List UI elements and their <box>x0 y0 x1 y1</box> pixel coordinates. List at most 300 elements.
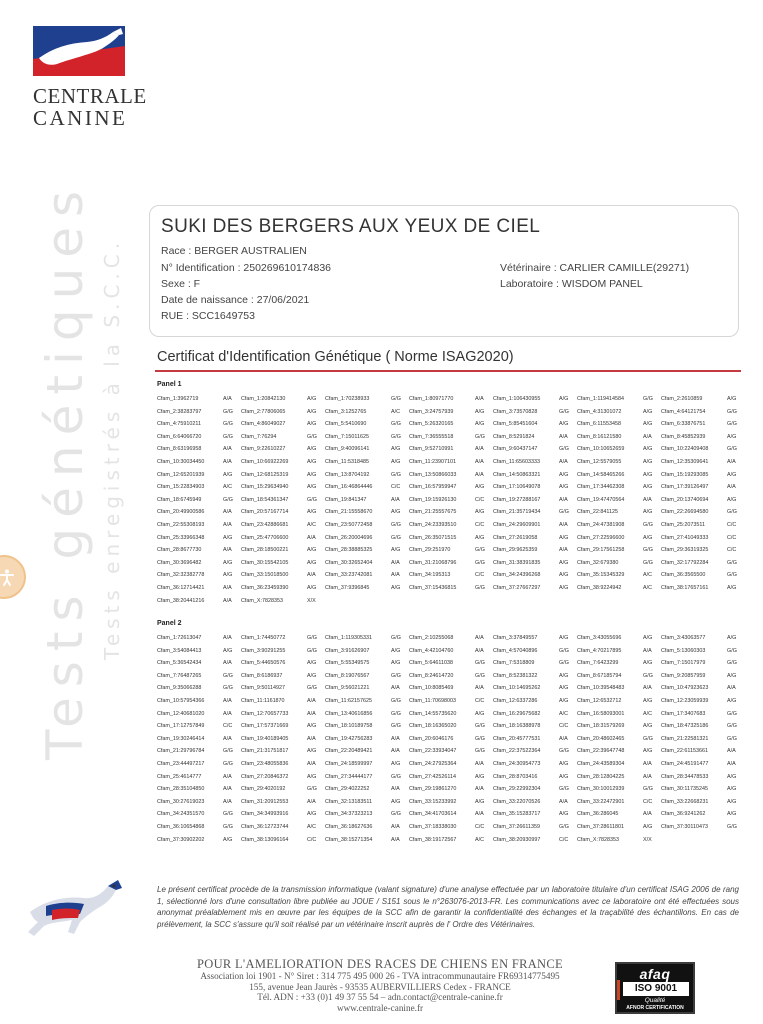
genotype: A/A <box>475 811 484 818</box>
genotype: A/A <box>391 836 400 843</box>
marker-cell <box>493 808 577 821</box>
genotype: A/A <box>475 446 484 453</box>
marker-name: Cfam_8:67185794 <box>577 672 622 679</box>
marker-name: Cfam_19:27288167 <box>493 496 541 503</box>
marker-cell <box>157 834 241 847</box>
marker-name: Cfam_5:55349575 <box>325 660 370 667</box>
marker-name: Cfam_12:23059939 <box>661 697 709 704</box>
genotype: A/G <box>559 697 569 704</box>
marker-name: Cfam_9:52710991 <box>409 446 454 453</box>
genotype: A/G <box>727 496 737 503</box>
marker-name: Cfam_21:22581321 <box>661 735 709 742</box>
genotype: A/G <box>643 534 653 541</box>
dog-name: SUKI DES BERGERS AUX YEUX DE CIEL <box>161 216 541 237</box>
marker-cell <box>409 708 493 721</box>
marker-name: Cfam_12:6337286 <box>493 697 538 704</box>
marker-name: Cfam_10:10652659 <box>577 446 625 453</box>
genotype: A/C <box>307 521 316 528</box>
marker-name: Cfam_2:10255068 <box>409 635 454 641</box>
genotype: C/C <box>727 521 737 528</box>
marker-cell <box>661 582 745 595</box>
marker-cell <box>577 632 661 645</box>
genotype: G/G <box>559 446 569 453</box>
genotype: A/G <box>223 647 233 654</box>
marker-name: Cfam_5:64611038 <box>409 660 453 667</box>
marker-name: Cfam_X:7828353 <box>241 597 283 604</box>
marker-cell <box>577 456 661 469</box>
marker-name: Cfam_1:70238933 <box>325 396 370 402</box>
marker-name: Cfam_16:29675682 <box>493 710 541 717</box>
marker-cell <box>409 532 493 545</box>
genotype: G/G <box>727 710 737 717</box>
marker-name: Cfam_29:9625359 <box>493 547 538 554</box>
marker-cell <box>157 808 241 821</box>
marker-name: Cfam_23:48055836 <box>241 760 289 767</box>
genotype: A/G <box>559 685 569 692</box>
marker-name: Cfam_24:43589304 <box>577 760 625 767</box>
genotype: A/A <box>223 584 232 591</box>
marker-cell <box>241 796 325 809</box>
marker-name: Cfam_24:18599997 <box>325 760 373 767</box>
genotype: G/G <box>727 647 737 654</box>
genotype: A/G <box>643 697 653 704</box>
laboratory: Laboratoire : WISDOM PANEL <box>500 278 643 290</box>
marker-cell <box>577 733 661 746</box>
marker-name: Cfam_10:39548483 <box>577 685 625 692</box>
marker-cell <box>661 569 745 582</box>
marker-cell <box>577 682 661 695</box>
marker-cell <box>409 431 493 444</box>
genotype: A/A <box>559 458 568 465</box>
marker-cell <box>409 519 493 532</box>
marker-cell <box>325 393 409 406</box>
marker-cell <box>409 733 493 746</box>
marker-cell <box>241 821 325 834</box>
marker-name: Cfam_1:119414584 <box>577 396 624 402</box>
genotype: A/G <box>475 798 485 805</box>
marker-name: Cfam_X:7828353 <box>577 836 619 843</box>
marker-name: Cfam_17:57371669 <box>241 723 289 730</box>
genotype: A/G <box>643 635 653 641</box>
dog-birth-date: Date de naissance : 27/06/2021 <box>161 294 310 306</box>
marker-name: Cfam_17:34462308 <box>577 484 625 491</box>
marker-cell <box>493 431 577 444</box>
footer-line1: POUR L'AMELIORATION DES RACES DE CHIENS EN FRANCE <box>197 957 563 971</box>
genotype: A/G <box>727 396 737 402</box>
marker-name: Cfam_38:9224942 <box>577 584 622 591</box>
marker-name: Cfam_17:3407683 <box>661 710 706 717</box>
genotype: A/A <box>307 735 316 742</box>
marker-name: Cfam_12:70657733 <box>241 710 289 717</box>
marker-cell <box>409 657 493 670</box>
marker-cell <box>493 720 577 733</box>
marker-name: Cfam_10:30034450 <box>157 458 205 465</box>
marker-name: Cfam_38:15271354 <box>325 836 373 843</box>
genotype: G/G <box>475 433 485 440</box>
marker-name: Cfam_16:58093001 <box>577 710 625 717</box>
genotype: A/A <box>307 798 316 805</box>
marker-name: Cfam_36:23459390 <box>241 584 289 591</box>
genotype: G/G <box>559 660 569 667</box>
genotype: G/G <box>223 496 233 503</box>
marker-cell <box>157 682 241 695</box>
genotype: A/A <box>391 735 400 742</box>
genotype: C/C <box>475 823 485 830</box>
marker-name: Cfam_27:2619058 <box>493 534 538 541</box>
marker-cell <box>157 569 241 582</box>
genotype: A/G <box>643 660 653 667</box>
marker-cell <box>493 506 577 519</box>
marker-name: Cfam_16:57959947 <box>409 484 457 491</box>
marker-name: Cfam_10:14695262 <box>493 685 541 692</box>
genotype: A/G <box>223 471 233 478</box>
genotype: X/X <box>307 597 316 604</box>
genotype: C/C <box>307 836 317 843</box>
marker-name: Cfam_22:26694580 <box>661 509 709 516</box>
marker-cell <box>325 431 409 444</box>
marker-cell <box>577 544 661 557</box>
marker-name: Cfam_28:18500221 <box>241 547 289 554</box>
marker-cell <box>577 708 661 721</box>
marker-name: Cfam_3:43055696 <box>577 635 622 641</box>
genotype: A/A <box>223 635 232 641</box>
marker-name: Cfam_34:37323213 <box>325 811 373 818</box>
marker-name: Cfam_9:35066288 <box>157 685 202 692</box>
genotype: A/G <box>223 572 233 579</box>
genotype: A/C <box>559 710 568 717</box>
marker-cell <box>493 569 577 582</box>
marker-name <box>409 595 475 608</box>
marker-name: Cfam_9:56021221 <box>325 685 370 692</box>
marker-name: Cfam_20:49900586 <box>157 509 205 516</box>
genotype: A/G <box>727 811 737 818</box>
genotype: G/G <box>223 811 233 818</box>
marker-name: Cfam_17:39126497 <box>661 484 709 491</box>
genotype: A/A <box>223 458 232 465</box>
marker-cell <box>409 469 493 482</box>
marker-cell <box>409 569 493 582</box>
marker-cell <box>325 821 409 834</box>
genotype: A/G <box>643 446 653 453</box>
genotype: G/G <box>391 773 401 780</box>
marker-name: Cfam_9:22610227 <box>241 446 286 453</box>
marker-cell <box>241 733 325 746</box>
marker-cell <box>241 406 325 419</box>
genotype: A/G <box>307 547 317 554</box>
marker-cell <box>409 745 493 758</box>
genotype: G/G <box>391 672 401 679</box>
marker-cell <box>409 720 493 733</box>
marker-cell <box>577 481 661 494</box>
marker-cell <box>493 796 577 809</box>
marker-cell <box>325 481 409 494</box>
marker-name: Cfam_25:47706600 <box>241 534 289 541</box>
genotype: A/G <box>307 509 317 516</box>
genotype: A/A <box>643 773 652 780</box>
genotype: A/A <box>559 521 568 528</box>
marker-name: Cfam_18:16365020 <box>409 723 457 730</box>
genotype: A/A <box>643 647 652 654</box>
genotype: A/A <box>475 786 484 793</box>
marker-name: Cfam_36:3565500 <box>661 572 706 579</box>
marker-cell <box>241 771 325 784</box>
genotype: A/A <box>727 748 736 755</box>
marker-cell <box>661 406 745 419</box>
genotype: G/G <box>391 697 401 704</box>
marker-cell <box>409 406 493 419</box>
marker-name: Cfam_31:20912553 <box>241 798 289 805</box>
genotype: G/G <box>223 433 233 440</box>
genotype: A/A <box>391 572 400 579</box>
genotype: G/G <box>727 446 737 453</box>
marker-name: Cfam_15:29634940 <box>241 484 289 491</box>
marker-name: Cfam_18:31579269 <box>577 723 625 730</box>
marker-name: Cfam_36:9241262 <box>661 811 706 818</box>
genotype: A/G <box>559 396 569 402</box>
genotype: A/C <box>643 710 652 717</box>
marker-cell <box>409 443 493 456</box>
panel1-title: Panel 1 <box>157 381 182 388</box>
genotype: C/C <box>223 723 233 730</box>
marker-cell <box>325 557 409 570</box>
marker-name: Cfam_10:22409408 <box>661 446 709 453</box>
genotype: A/A <box>391 559 400 566</box>
marker-cell <box>661 670 745 683</box>
genotype: A/G <box>307 672 317 679</box>
marker-name: Cfam_27:20846372 <box>241 773 289 780</box>
marker-name: Cfam_30:10012939 <box>577 786 625 793</box>
logo-line1: CENTRALE <box>33 84 147 108</box>
marker-cell <box>325 443 409 456</box>
marker-cell <box>493 670 577 683</box>
marker-cell <box>577 808 661 821</box>
genotype: A/C <box>475 836 484 843</box>
genotype: A/A <box>559 735 568 742</box>
marker-cell <box>241 393 325 406</box>
marker-name: Cfam_9:20857959 <box>661 672 706 679</box>
genotype: G/G <box>643 672 653 679</box>
marker-name: Cfam_31:21068796 <box>409 559 457 566</box>
marker-cell <box>661 682 745 695</box>
marker-name: Cfam_33:22472901 <box>577 798 625 805</box>
marker-cell <box>157 595 241 608</box>
marker-cell <box>241 720 325 733</box>
genotype: A/A <box>559 433 568 440</box>
marker-name: Cfam_21:29796784 <box>157 748 205 755</box>
marker-name: Cfam_6:33876751 <box>661 421 706 428</box>
genotype: A/G <box>307 458 317 465</box>
genotype: G/G <box>475 735 485 742</box>
marker-name: Cfam_7:15011625 <box>325 433 369 440</box>
marker-name: Cfam_24:30954773 <box>493 760 541 767</box>
marker-cell <box>577 431 661 444</box>
marker-name: Cfam_26:20004696 <box>325 534 373 541</box>
marker-cell <box>661 695 745 708</box>
genotype: A/A <box>223 786 232 793</box>
marker-name: Cfam_22:33934047 <box>409 748 457 755</box>
panel2-grid <box>157 632 747 846</box>
marker-cell <box>661 532 745 545</box>
marker-cell <box>325 406 409 419</box>
marker-name: Cfam_8:24614720 <box>409 672 454 679</box>
marker-cell <box>325 720 409 733</box>
marker-cell <box>241 657 325 670</box>
genotype: A/G <box>391 509 401 516</box>
marker-name: Cfam_34:195313 <box>409 572 451 579</box>
marker-cell <box>577 519 661 532</box>
marker-name: Cfam_1:106430955 <box>493 396 541 402</box>
genotype: G/G <box>559 647 569 654</box>
marker-name: Cfam_11:5318485 <box>325 458 369 465</box>
marker-cell <box>661 443 745 456</box>
dog-sex: Sexe : F <box>161 278 201 290</box>
genotype: G/G <box>223 408 233 415</box>
genotype: G/G <box>559 748 569 755</box>
marker-name: Cfam_33:23742081 <box>325 572 373 579</box>
genotype: A/G <box>391 584 401 591</box>
marker-cell <box>577 657 661 670</box>
marker-name: Cfam_38:13096164 <box>241 836 289 843</box>
legal-notice: Le présent certificat procède de la transmission informatique (valant signature) d'une analyse effectuée par un laboratoire titulaire d'un certificat ISAG 2006 de rang 1, sélectionné lors d'une consultation libre publiée au JOUE / S151 sous le n°263076-2013-FR. Les communications avec ce laboratoire ont été effectuées sous anonymat préalablement mis en œuvre par les équipes de la SCC afin de garantir la confidentialité des échanges et la traçabilité des échantillons. En cas de prélèvement, la SCC s'assure qu'il soit réalisé par un vétérinaire inscrit auprès de l' Ordre des Vétérinaires. <box>157 885 739 929</box>
marker-name: Cfam_4:75910211 <box>157 421 201 428</box>
marker-name: Cfam_1:80971770 <box>409 396 454 402</box>
genotype: A/A <box>223 396 232 402</box>
marker-cell <box>241 418 325 431</box>
genotype: A/C <box>307 823 316 830</box>
genotype: A/A <box>307 710 316 717</box>
genotype: A/G <box>475 710 485 717</box>
genotype: A/G <box>391 647 401 654</box>
afaq-iso: ISO 9001 <box>623 982 689 996</box>
genotype: A/G <box>307 396 317 402</box>
genotype: G/G <box>475 723 485 730</box>
marker-name: Cfam_3:1252765 <box>325 408 367 415</box>
marker-cell <box>241 695 325 708</box>
marker-name <box>493 595 559 608</box>
marker-name: Cfam_30:32652404 <box>325 559 373 566</box>
genotype: A/G <box>223 559 233 566</box>
marker-name: Cfam_21:15558670 <box>325 509 373 516</box>
marker-cell <box>241 682 325 695</box>
marker-name: Cfam_33:15018500 <box>241 572 289 579</box>
genotype: A/G <box>307 446 317 453</box>
marker-cell <box>241 456 325 469</box>
marker-cell <box>493 443 577 456</box>
marker-cell <box>493 657 577 670</box>
genotype: G/G <box>559 786 569 793</box>
genotype: A/G <box>643 408 653 415</box>
marker-name: Cfam_18:47325186 <box>661 723 709 730</box>
marker-name: Cfam_38:17657161 <box>661 584 709 591</box>
genotype: A/G <box>307 421 317 428</box>
marker-name: Cfam_10:47923623 <box>661 685 709 692</box>
genotype: A/C <box>643 584 652 591</box>
genotype: G/G <box>223 421 233 428</box>
marker-name: Cfam_25:33966348 <box>157 534 205 541</box>
marker-name: Cfam_14:55735620 <box>409 710 457 717</box>
marker-cell <box>325 645 409 658</box>
marker-name: Cfam_3:91626907 <box>325 647 370 654</box>
genotype <box>559 595 575 608</box>
marker-name: Cfam_8:16121580 <box>577 433 622 440</box>
genotype: A/G <box>307 811 317 818</box>
genotype: A/G <box>643 509 653 516</box>
genotype: A/G <box>559 572 569 579</box>
marker-name: Cfam_23:44497217 <box>157 760 205 767</box>
genotype: G/G <box>727 559 737 566</box>
marker-cell <box>493 783 577 796</box>
genotype: A/A <box>223 735 232 742</box>
genotype: C/C <box>727 547 737 554</box>
genotype: A/C <box>391 408 400 415</box>
marker-name: Cfam_12:40681020 <box>157 710 205 717</box>
marker-cell <box>325 808 409 821</box>
marker-cell <box>409 771 493 784</box>
marker-name: Cfam_28:35104850 <box>157 786 205 793</box>
marker-name: Cfam_33:15233992 <box>409 798 457 805</box>
genotype: A/C <box>223 484 232 491</box>
marker-name: Cfam_3:90291255 <box>241 647 286 654</box>
genotype: A/A <box>223 697 232 704</box>
marker-name: Cfam_16:46864446 <box>325 484 373 491</box>
marker-cell <box>241 645 325 658</box>
marker-name: Cfam_5:26320165 <box>409 421 454 428</box>
marker-name: Cfam_9:40096141 <box>325 446 370 453</box>
certificate-title: Certificat d'Identification Génétique ( Norme ISAG2020) <box>157 349 514 365</box>
marker-name: Cfam_30:27619023 <box>157 798 205 805</box>
marker-name: Cfam_6:64066720 <box>157 433 202 440</box>
marker-name: Cfam_20:45777531 <box>493 735 541 742</box>
marker-cell <box>493 708 577 721</box>
marker-name: Cfam_24:47381908 <box>577 521 625 528</box>
genotype: A/G <box>727 433 737 440</box>
marker-cell <box>157 494 241 507</box>
genotype: G/G <box>391 471 401 478</box>
marker-name: Cfam_32:17792284 <box>661 559 709 566</box>
genotype: C/C <box>391 484 401 491</box>
genotype: G/G <box>391 534 401 541</box>
marker-name: Cfam_12:6532712 <box>577 697 622 704</box>
marker-cell <box>409 821 493 834</box>
marker-cell <box>577 670 661 683</box>
genotype: G/G <box>559 408 569 415</box>
side-tab-button[interactable] <box>0 555 26 599</box>
marker-name: Cfam_26:35071515 <box>409 534 457 541</box>
marker-cell <box>241 519 325 532</box>
genotype <box>391 595 407 608</box>
genotype: A/A <box>475 458 484 465</box>
marker-cell <box>157 393 241 406</box>
genotype: C/C <box>643 798 653 805</box>
marker-cell <box>661 393 745 406</box>
marker-name <box>325 595 391 608</box>
logo-line2: CANINE <box>33 106 128 130</box>
marker-cell <box>661 469 745 482</box>
marker-cell <box>241 557 325 570</box>
marker-name: Cfam_21:35719434 <box>493 509 541 516</box>
genotype: A/A <box>307 697 316 704</box>
marker-name: Cfam_37:15436815 <box>409 584 457 591</box>
genotype: A/A <box>391 748 400 755</box>
marker-cell <box>661 431 745 444</box>
marker-cell <box>577 569 661 582</box>
marker-cell <box>661 808 745 821</box>
genotype: A/G <box>559 811 569 818</box>
marker-cell <box>577 771 661 784</box>
marker-cell <box>325 682 409 695</box>
marker-cell <box>661 783 745 796</box>
marker-name: Cfam_11:62157625 <box>325 697 372 704</box>
